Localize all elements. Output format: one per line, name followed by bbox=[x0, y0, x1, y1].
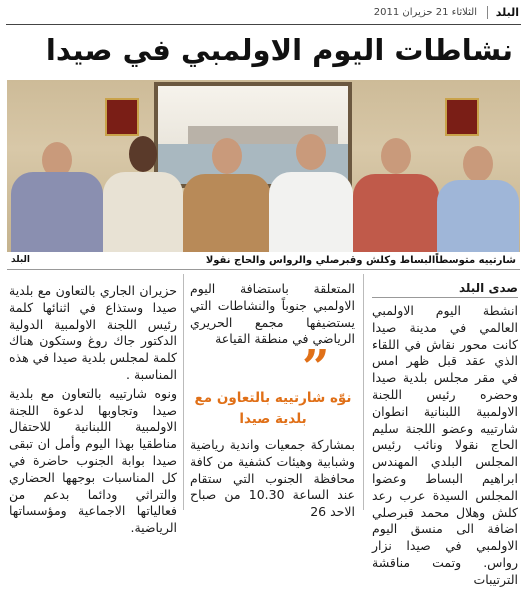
photo-caption-bar bbox=[7, 253, 520, 270]
column-3-paragraph-1: حزيران الجاري بالتعاون مع بلدية صيدا وستذاع في اثنائها كلمة رئيس اللجنة الاولمبية الدولية الدكتور جاك روغ وستكون هناك كلمة لمجلس بلدية صيدا في هذه المناسبة . bbox=[9, 283, 177, 382]
person-2 bbox=[103, 130, 183, 252]
pull-quote-text: نوّه شارتييه بالتعاون مع بلدية صيدا bbox=[194, 390, 352, 427]
person-5 bbox=[353, 134, 439, 252]
wall-plaque-right bbox=[445, 98, 479, 136]
person-6 bbox=[437, 142, 519, 252]
page-header bbox=[6, 4, 521, 25]
person-3 bbox=[183, 134, 271, 252]
newspaper-brand: البلد bbox=[487, 6, 519, 19]
article-photo bbox=[7, 80, 520, 252]
column-divider bbox=[183, 274, 184, 510]
article-column-2-top bbox=[190, 281, 355, 350]
article-headline: نشاطات اليوم الاولمبي في صيدا bbox=[45, 33, 513, 67]
article-column-3 bbox=[9, 283, 177, 539]
column-2-bottom-text: بمشاركة جمعيات واندية رياضية وشبابية وهيئات كشفية من كافة محافظة الجنوب التي ستقام عند الساعة 10.30 من صباح الاحد 26 bbox=[190, 437, 356, 520]
quote-mark-icon: ” bbox=[302, 340, 330, 396]
article-column-2-bottom bbox=[190, 437, 355, 523]
person-1 bbox=[11, 132, 103, 252]
pull-quote bbox=[192, 340, 354, 432]
photo-caption: شارتييه متوسطاًالبساط وكلش وقبرصلي والرواس والحاج نقولا bbox=[205, 255, 516, 266]
column-3-paragraph-2: ونوه شارتييه بالتعاون مع بلدية صيدا وتجاوبها لدعوة اللجنة الاولمبية اللبنانية للاحتفال مناطقيا بهذا اليوم وأمل ان تبقى صيدا بوابة الجنوب حاضرة في كل المناسبات بوجهها الحضاري والتراثي ودائما بدعم من فعالياتها الاجماعية ومؤسساتها الرياضية. bbox=[9, 385, 177, 536]
person-4 bbox=[269, 132, 353, 252]
column-divider bbox=[363, 274, 364, 510]
issue-date: الثلاثاء 21 حزيران 2011 bbox=[373, 7, 477, 18]
article-byline: صدى البلد bbox=[372, 281, 518, 298]
column-1-text: انشطة اليوم الاولمبي العالمي في مدينة صيدا كانت محور نقاش في اللقاء الذي عقد قبل ظهر امس في مقر مجلس بلدية صيدا وحضره رئيس اللجنة الاولمبية اللبنانية انطوان شارتييه وعضو اللجنة سليم الحاج نقولا ونائب رئيس المجلس البلدي المهندس ابراهيم البساط وعضوا المجلس السيدة عرب رعد كلش وهلال محمد قبرصلي اضافة الى منسق اليوم الاولمبي في صيدا نزار رواس. وتمت مناقشة الترتيبات bbox=[372, 303, 518, 587]
column-2-top-text: المتعلقة باستضافة اليوم الاولمبي جنوباً والنشاطات التي يستضيفها مجمع الحريري الرياضي في منطقة القياعة bbox=[190, 281, 355, 347]
photo-credit: البلد bbox=[11, 255, 31, 265]
article-column-1 bbox=[372, 303, 518, 591]
